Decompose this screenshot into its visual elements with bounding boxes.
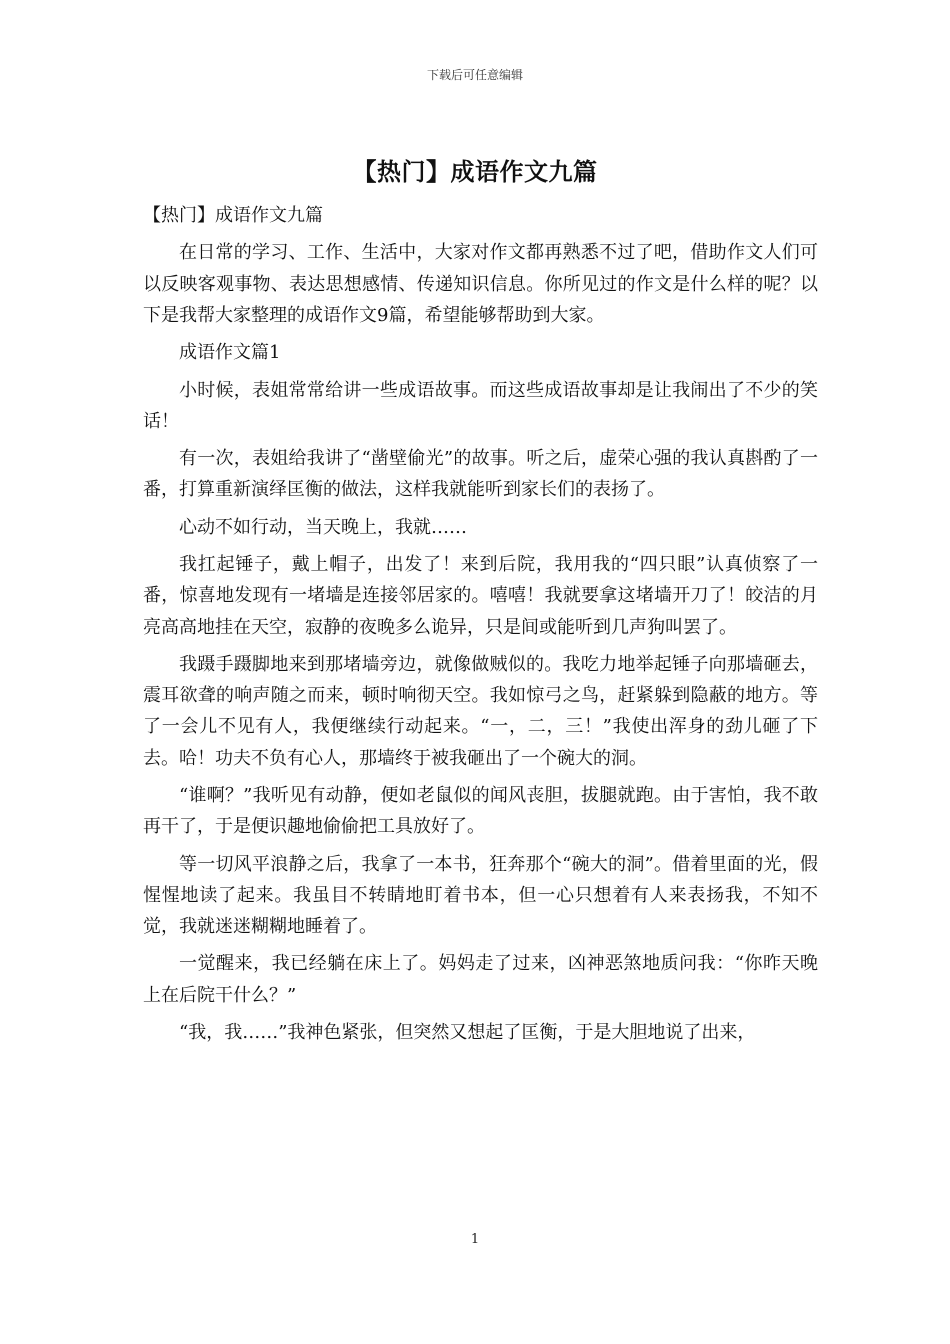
document-body [143, 200, 818, 1054]
body-paragraph: 我扛起锤子，戴上帽子，出发了！来到后院，我用我的“四只眼”认真侦察了一番，惊喜地发现有一堵墙是连接邻居家的。嘻嘻！我就要拿这堵墙开刀了！皎洁的月亮高高地挂在天空，寂静的夜晚多么诡异，只是间或能听到几声狗叫罢了。 [143, 554, 818, 638]
body-paragraph: “谁啊？”我听见有动静，便如老鼠似的闻风丧胆，拔腿就跑。由于害怕，我不敢再干了，于是便识趣地偷偷把工具放好了。 [143, 784, 818, 838]
body-paragraph: “我，我……”我神色紧张，但突然又想起了匡衡，于是大胆地说了出来， [179, 1021, 756, 1043]
body-paragraph: 有一次，表姐给我讲了“凿壁偷光”的故事。听之后，虚荣心强的我认真斟酌了一番，打算重新演绎匡衡的做法，这样我就能听到家长们的表扬了。 [143, 448, 818, 501]
body-paragraph: 心动不如行动，当天晚上，我就…… [179, 516, 467, 538]
body-paragraph: 等一切风平浪静之后，我拿了一本书，狂奔那个“碗大的洞”。借着里面的光，假惺惺地读了起来。我虽目不转睛地盯着书本，但一心只想着有人来表扬我，不知不觉，我就迷迷糊糊地睡着了。 [143, 853, 818, 937]
subtitle-paragraph: 【热门】成语作文九篇 [143, 205, 323, 226]
intro-paragraph: 在日常的学习、工作、生活中，大家对作文都再熟悉不过了吧，借助作文人们可以反映客观事物、表达思想感情、传递知识信息。你所见过的作文是什么样的呢？以下是我帮大家整理的成语作文9篇，希望能够帮助到大家。 [143, 242, 818, 326]
document-title: 【热门】成语作文九篇 [352, 157, 598, 186]
section-heading: 成语作文篇1 [179, 342, 281, 364]
header-note: 下载后可任意编辑 [426, 68, 523, 82]
body-paragraph: 小时候，表姐常常给讲一些成语故事。而这些成语故事却是让我闹出了不少的笑话！ [143, 379, 818, 432]
body-paragraph: 我蹑手蹑脚地来到那堵墙旁边，就像做贼似的。我吃力地举起锤子向那墙砸去，震耳欲聋的响声随之而来，顿时响彻天空。我如惊弓之鸟，赶紧躲到隐蔽的地方。等了一会儿不见有人，我便继续行动起来。“一，二，三！”我使出浑身的劲儿砸了下去。哈！功夫不负有心人，那墙终于被我砸出了一个碗大的洞。 [143, 653, 818, 769]
body-paragraph: 一觉醒来，我已经躺在床上了。妈妈走了过来，凶神恶煞地质问我：“你昨天晚上在后院干什么？” [143, 953, 818, 1006]
page-number: 1 [470, 1232, 480, 1247]
